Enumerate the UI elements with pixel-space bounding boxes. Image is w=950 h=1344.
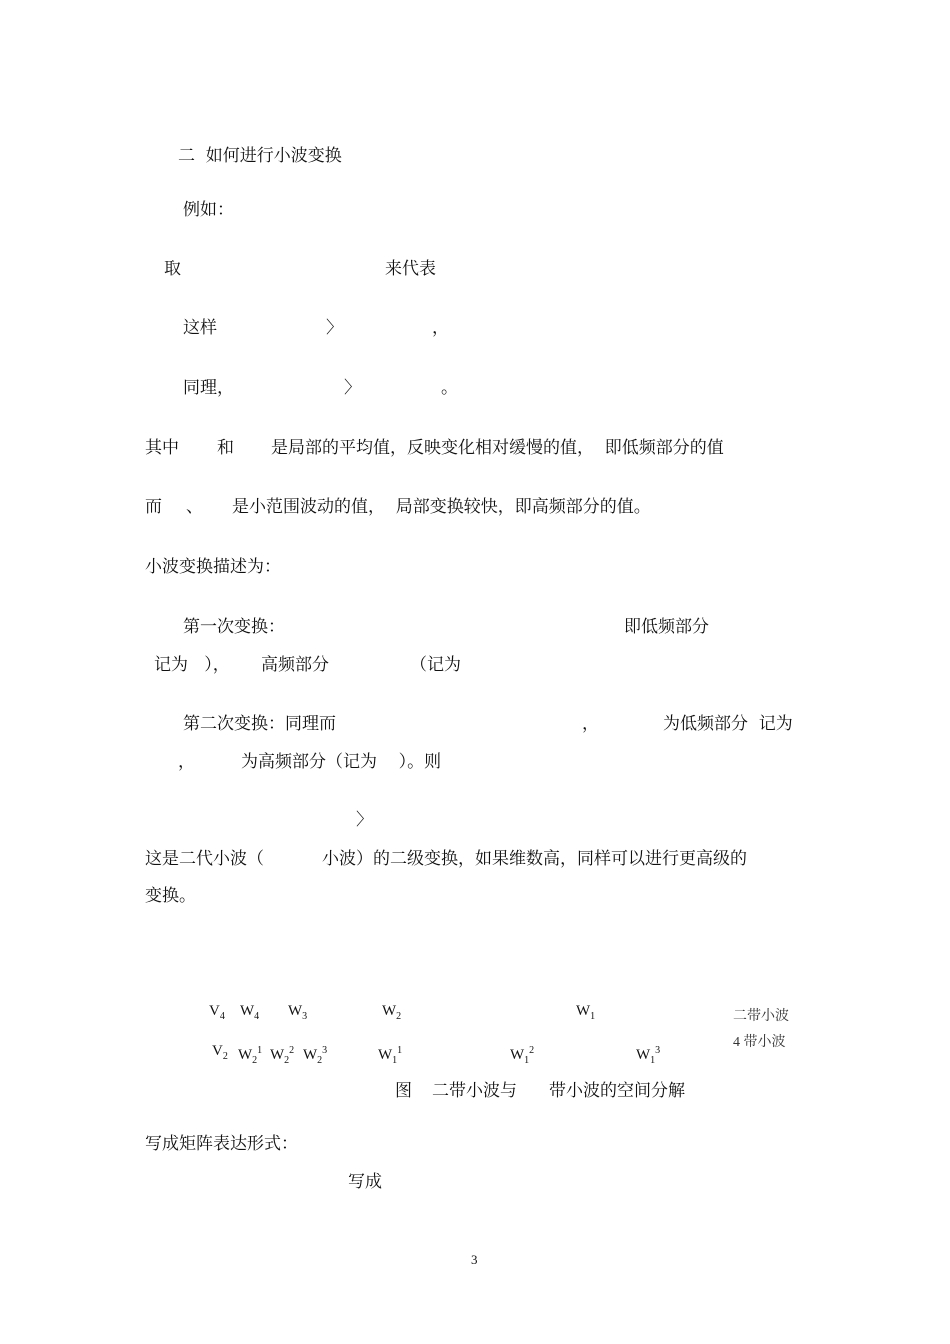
written-as-text: 写成 (348, 1172, 382, 1192)
where-text: 其中 (145, 438, 179, 458)
description-text: 小波变换描述为： (145, 557, 281, 577)
page-number: 3 (471, 1252, 478, 1267)
label-v2: $V_2$ (212, 1043, 228, 1062)
second-transform-label: 第二次变换：同理而 (183, 714, 336, 734)
label-w1-1: $W_1^1$ (378, 1045, 403, 1066)
and-text: 和 (217, 438, 234, 458)
thus-text: 这样 (183, 318, 217, 338)
second-low-text: 为低频部分 记为 (663, 714, 793, 734)
similarly-text: 同理， (183, 378, 234, 398)
denote-b-text: （记为 (410, 655, 461, 675)
denote-a-text: 记为 ）， (154, 655, 230, 675)
section-heading: 二 如何进行小波变换 (178, 146, 342, 166)
second-comma: ， (582, 714, 599, 734)
thus-comma: ， (432, 318, 449, 338)
second-gen-text-a: 这是二代小波（ (145, 849, 264, 869)
side-label-two-band: 二带小波 (733, 1009, 789, 1024)
first-transform-label: 第一次变换： (183, 617, 285, 637)
while-text: 而 (145, 497, 162, 517)
local-average-text: 是局部的平均值，反映变化相对缓慢的值， 即低频部分的值 (271, 438, 724, 458)
take-text: 取 (164, 259, 181, 279)
label-w3: $W_3$ (288, 1003, 308, 1022)
second-gen-text-b: 小波）的二级变换，如果维数高，同样可以进行更高级的 (322, 849, 747, 869)
side-label-four-band: 4 带小波 (733, 1035, 786, 1050)
second-comma-2: ， (178, 752, 195, 772)
figure-caption-c: 带小波的空间分解 (549, 1081, 685, 1101)
label-w2-1: $W_2^1$ (238, 1045, 263, 1066)
figure-caption-b: 二带小波与 (432, 1081, 517, 1101)
example-label: 例如： (183, 200, 234, 220)
represent-text: 来代表 (385, 259, 436, 279)
label-v4: $V_4$ (209, 1003, 225, 1022)
second-high-text: 为高频部分（记为 ）。则 (241, 752, 442, 772)
first-low-text: 即低频部分 (624, 617, 709, 637)
label-w4: $W_4$ (240, 1003, 260, 1022)
small-range-text: 是小范围波动的值， 局部变换较快，即高频部分的值。 (232, 497, 651, 517)
similarly-period: 。 (441, 378, 458, 398)
label-w1: $W_1$ (576, 1003, 596, 1022)
matrix-form-text: 写成矩阵表达形式： (145, 1134, 298, 1154)
figure-caption-a: 图 (395, 1081, 412, 1101)
high-part-text: 高频部分 (261, 655, 329, 675)
label-w2: $W_2$ (382, 1003, 402, 1022)
similarly-bracket: 〉 (344, 378, 361, 398)
label-w1-2: $W_1^2$ (510, 1045, 535, 1066)
label-w1-3: $W_1^3$ (636, 1045, 661, 1066)
dunhao-text: 、 (186, 497, 203, 517)
label-w2-2: $W_2^2$ (270, 1045, 295, 1066)
bracket-3: 〉 (356, 810, 373, 830)
thus-bracket: 〉 (326, 318, 343, 338)
transform-end-text: 变换。 (145, 886, 196, 906)
label-w2-3: $W_2^3$ (303, 1045, 328, 1066)
